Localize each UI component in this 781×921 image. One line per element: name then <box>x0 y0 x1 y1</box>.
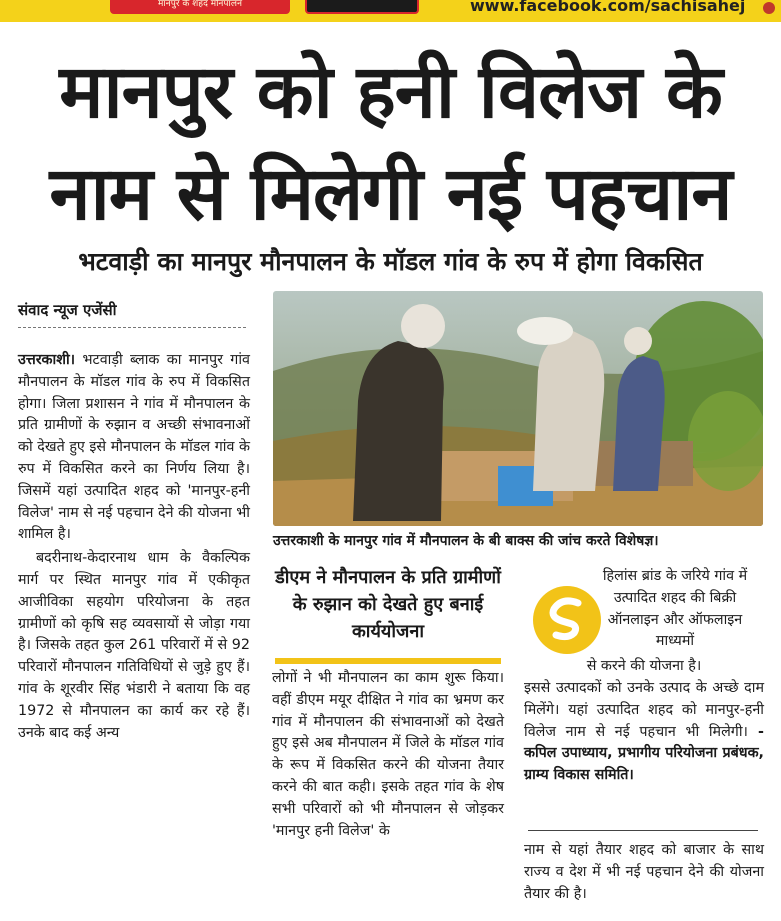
photo-caption: उत्तरकाशी के मानपुर गांव में मौनपालन के बी बाक्स की जांच करते विशेषज्ञ। <box>273 533 659 549</box>
box-heading-underline <box>275 658 501 664</box>
column-2-text: लोगों ने भी मौनपालन का काम शुरू किया। वहीं डीएम मयूर दीक्षित ने गांव का भ्रमण कर गांव में मौनपालन की संभावनाओं को देखते हुए इसे अब मौनपालन में जिले के मॉडल गांव के रूप में विकसित करने की योजना तैयार करने की बात कही। इसके तहत गांव के शेष सभी परिवारों को भी मौनपालन से जोड़कर 'मानपुर हनी विलेज' के <box>272 670 504 839</box>
quote-divider <box>528 830 758 831</box>
paragraph-2: बदरीनाथ-केदारनाथ धाम के वैकल्पिक मार्ग पर स्थित मानपुर गांव में एकीकृत आजीविका सहयोग परियोजना के तहत ग्रामीणों को कृषि सह व्यवसायों से जोड़ा गया है। जिसके तहत कुल 261 परिवारों में से 92 परिवारों मौनपालन गतिविधियों से जुड़े हुए हैं। गांव के शूरवीर सिंह भंडारी ने बताया कि वह 1972 से मौनपालन का कार्य कर रहे हैं। उनके बाद कई अन्य <box>18 550 250 741</box>
photo-illustration <box>273 291 763 526</box>
headline-line-2: नाम से मिलेगी नई पहचान <box>49 151 732 237</box>
quote-part-3 <box>524 678 764 787</box>
subheadline: भटवाड़ी का मानपुर मौनपालन के मॉडल गांव के रुप में होगा विकसित <box>78 247 703 276</box>
quote-signature: - कपिल उपाध्याय, प्रभागीय परियोजना प्रबंधक, ग्राम्य विकास समिति। <box>524 723 764 784</box>
byline: संवाद न्यूज एजेंसी <box>18 301 117 319</box>
promo-banner: मानपुर के शहद मौनपालन <box>110 0 290 14</box>
paragraph-1-text: भटवाड़ी ब्लाक का मानपुर गांव मौनपालन के मॉडल गांव के रुप में विकसित होगा। जिला प्रशासन ने गांव में मौनपालन के प्रति ग्रामीणों के रुझान व अच्छी संभावनाओं को देखते हुए इसे मौनपालन के मॉडल गांव के रुप में विकसित करने का निर्णय लिया है। जिसमें यहां उत्पादित शहद को 'मानपुर-हनी विलेज' नाम से नई पहचान देने की योजना भी शामिल है। <box>18 352 250 543</box>
masthead-black-tab <box>305 0 419 14</box>
column-3 <box>524 840 764 905</box>
masthead-strip <box>0 0 781 22</box>
quote-part-1: हिलांस ब्रांड के जरिये गांव में उत्पादित शहद की बिक्री ऑनलाइन और ऑफलाइन माध्यमों <box>602 568 748 650</box>
dateline: उत्तरकाशी। <box>18 352 76 368</box>
facebook-url[interactable]: www.facebook.com/sachisahej <box>470 0 746 15</box>
byline-divider <box>18 327 246 328</box>
paragraph-1 <box>18 350 250 546</box>
headline-line-1: मानपुर को हनी विलेज के <box>59 49 722 135</box>
column-2 <box>272 668 504 842</box>
column-3-text: नाम से यहां तैयार शहद को बाजार के साथ राज्य व देश में भी नई पहचान देने की योजना तैयार की है। <box>524 842 764 902</box>
quote-text: इससे उत्पादकों को उनके उत्पाद के अच्छे दाम मिलेंगे। यहां उत्पादित शहद को मानपुर-हनी विलेज नाम से नई पहचान भी मिलेगी। <box>524 680 764 740</box>
box-heading: डीएम ने मौनपालन के प्रति ग्रामीणों के रुझान को देखते हुए बनाई कार्ययोजना <box>275 567 501 642</box>
quote-part-2: से करने की योजना है। <box>586 658 702 674</box>
beekeeping-photo <box>273 291 763 526</box>
column-1 <box>18 350 250 744</box>
pin-icon <box>763 2 775 14</box>
